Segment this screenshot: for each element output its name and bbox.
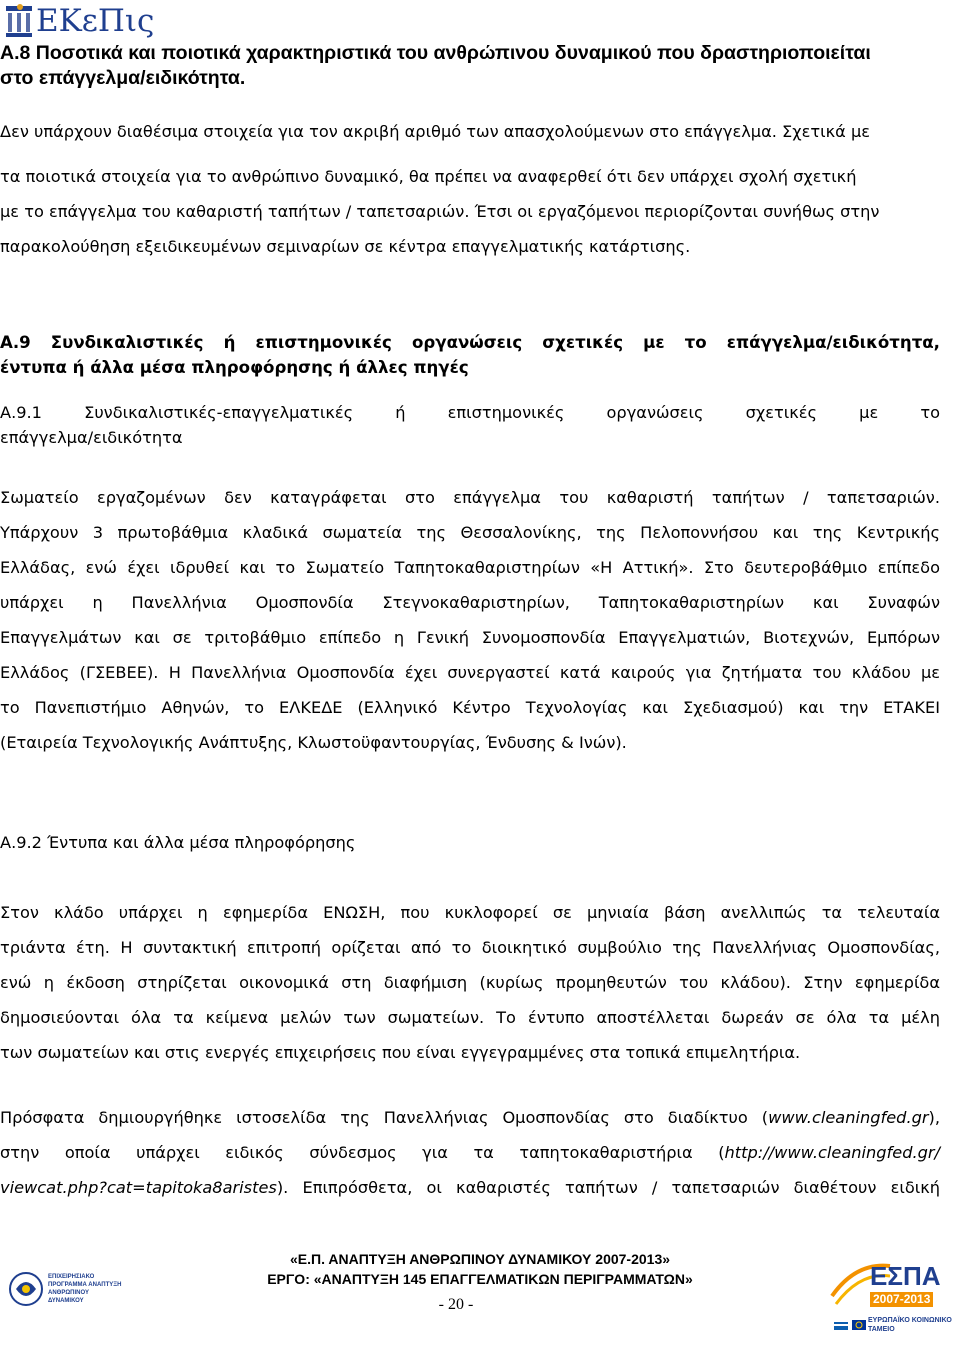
a92-web-line3 xyxy=(0,1171,940,1205)
cleaningfed-url-link[interactable]: http://www.cleaningfed.gr/ xyxy=(724,1143,940,1162)
a92-para-line: Στον κλάδο υπάρχει η εφημερίδα ΕΝΩΣΗ, που κυκλοφορεί σε μηνιαία βάση ανελλιπώς τα τελευταία xyxy=(0,903,940,922)
a91-para-line: Υπάρχουν 3 πρωτοβάθμια κλαδικά σωματεία της Θεσσαλονίκης, της Πελοποννήσου και της Κεντρικής xyxy=(0,523,940,542)
a8-para-line: με το επάγγελμα του καθαριστή ταπήτων / ταπετσαριών. Έτσι οι εργαζόμενοι περιορίζονται συνήθως στην xyxy=(0,202,880,221)
web-text: Πρόσφατα δημιουργήθηκε ιστοσελίδα της Πανελλήνιας Ομοσπονδίας στο διαδίκτυο ( xyxy=(0,1108,769,1127)
espa-title: ΕΣΠΑ xyxy=(870,1261,941,1291)
ekepis-logo xyxy=(4,2,154,42)
a8-para-line: παρακολούθηση εξειδικευμένων σεμιναρίων σε κέντρα επαγγελματικής κατάρτισης. xyxy=(0,237,691,256)
op-logo-text: ΕΠΙΧΕΙΡΗΣΙΑΚΟ ΠΡΟΓΡΑΜΜΑ ΑΝΑΠΤΥΞΗ ΑΝΘΡΩΠΙΝΟΥ ΔΥΝΑΜΙΚΟΥ xyxy=(48,1274,122,1304)
a91-para-line: Ελλάδας, ενώ έχει ιδρυθεί και το Σωματείο Ταπητοκαθαριστηρίων «Η Αττική». Στο δευτεροβάθμιο επίπεδο xyxy=(0,558,940,577)
a91-para-line: Ελλάδος (ΓΣΕΒΕΕ). Η Πανελλήνια Ομοσπονδία έχει συνεργαστεί κατά καιρούς για ζητήματα του κλάδου με xyxy=(0,663,940,682)
section-a9-title-line1: Α.9 Συνδικαλιστικές ή επιστημονικές οργανώσεις σχετικές με το επάγγελμα/ειδικότητα, xyxy=(0,333,940,352)
cleaningfed-url-link-cont[interactable]: viewcat.php?cat=tapitoka8aristes xyxy=(0,1178,277,1197)
footer-line1: «Ε.Π. ΑΝΑΠΤΥΞΗ ΑΝΘΡΩΠΙΝΟΥ ΔΥΝΑΜΙΚΟΥ 2007-2013» xyxy=(289,1251,671,1267)
a8-para-line: τα ποιοτικά στοιχεία για το ανθρώπινο δυναμικό, θα πρέπει να αναφερθεί ότι δεν υπάρχει σχολή σχετική xyxy=(0,167,857,186)
espa-years: 2007-2013 xyxy=(870,1292,933,1307)
a91-para-line: υπάρχει η Πανελλήνια Ομοσπονδία Στεγνοκαθαριστηρίων, Ταπητοκαθαριστηρίων και Συναφών xyxy=(0,593,940,612)
logo-text: ΕΚεΠις xyxy=(36,3,155,39)
section-a8-title-line1: Α.8 Ποσοτικά και ποιοτικά χαρακτηριστικά του ανθρώπινου δυναμικού που δραστηριοποιείται xyxy=(0,42,871,64)
a92-web-line1 xyxy=(0,1101,940,1135)
footer-line2: ΕΡΓΟ: «ΑΝΑΠΤΥΞΗ 145 ΕΠΑΓΓΕΛΜΑΤΙΚΩΝ ΠΕΡΙΓΡΑΜΜΑΤΩΝ» xyxy=(267,1271,693,1287)
cleaningfed-link[interactable]: www.cleaningfed.gr xyxy=(768,1108,929,1127)
web-text: ). Επιπρόσθετα, οι καθαριστές ταπήτων / ταπετσαριών διαθέτουν ειδική xyxy=(276,1178,940,1197)
a91-para-line: Επαγγελμάτων και σε τριτοβάθμιο επίπεδο η Γενική Συνομοσπονδία Επαγγελματιών, Βιοτεχνών, Εμπόρων xyxy=(0,628,940,647)
a92-para-line: ενώ η έκδοση στηρίζεται οικονομικά στη διαφήμιση (κυρίως προμηθευτών του κλάδου). Στην εφημερίδα xyxy=(0,973,940,992)
espa-caption: ΕΥΡΩΠΑΪΚΟ ΚΟΙΝΩΝΙΚΟ ΤΑΜΕΙΟ xyxy=(868,1317,952,1333)
section-a8-title-line2: στο επάγγελμα/ειδικότητα. xyxy=(0,67,246,89)
a92-heading: Α.9.2 Έντυπα και άλλα μέσα πληροφόρησης xyxy=(0,833,356,852)
a92-web-line2 xyxy=(0,1136,940,1170)
web-text: ), xyxy=(928,1108,940,1127)
a92-para-line: τριάντα έτη. Η συντακτική επιτροπή ορίζεται από το διοικητικό συμβούλιο της Πανελλήνιας Ομοσπονδίας, xyxy=(0,938,940,957)
espa-logo xyxy=(826,1256,952,1342)
a92-para-line: δημοσιεύονται όλα τα κείμενα μελών των σωματείων. Το έντυπο αποστέλλεται δωρεάν σε όλα τα μέλη xyxy=(0,1008,940,1027)
a91-para-line: Σωματείο εργαζομένων δεν καταγράφεται στο επάγγελμα του καθαριστή ταπήτων / ταπετσαριών. xyxy=(0,488,940,507)
section-a9-title-line2: έντυπα ή άλλα μέσα πληροφόρησης ή άλλες πηγές xyxy=(0,358,469,377)
a8-para-line: Δεν υπάρχουν διαθέσιμα στοιχεία για τον ακριβή αριθμό των απασχολούμενων στο επάγγελμα. Σχετικά με xyxy=(0,122,870,141)
page-number: - 20 - xyxy=(438,1296,474,1313)
web-text: στην οποία υπάρχει ειδικός σύνδεσμος για τα ταπητοκαθαριστήρια ( xyxy=(0,1143,725,1162)
institution-logo-icon xyxy=(4,2,36,40)
a92-para-line: των σωματείων και στις ενεργές επιχειρήσεις που είναι εγγεγραμμένες στα τοπικά επιμελητήρια. xyxy=(0,1043,801,1062)
a91-heading-line1: Α.9.1 Συνδικαλιστικές-επαγγελματικές ή επιστημονικές οργανώσεις σχετικές με το xyxy=(0,403,940,422)
a91-para-line: το Πανεπιστήμιο Αθηνών, το ΕΛΚΕΔΕ (Ελληνικό Κέντρο Τεχνολογίας και Σχεδιασμού) και την ΕΤΑΚΕΙ xyxy=(0,698,940,717)
a91-para-line: (Εταιρεία Τεχνολογικής Ανάπτυξης, Κλωστοϋφαντουργίας, Ένδυσης & Ινών). xyxy=(0,733,627,752)
a91-heading-line2: επάγγελμα/ειδικότητα xyxy=(0,428,183,447)
